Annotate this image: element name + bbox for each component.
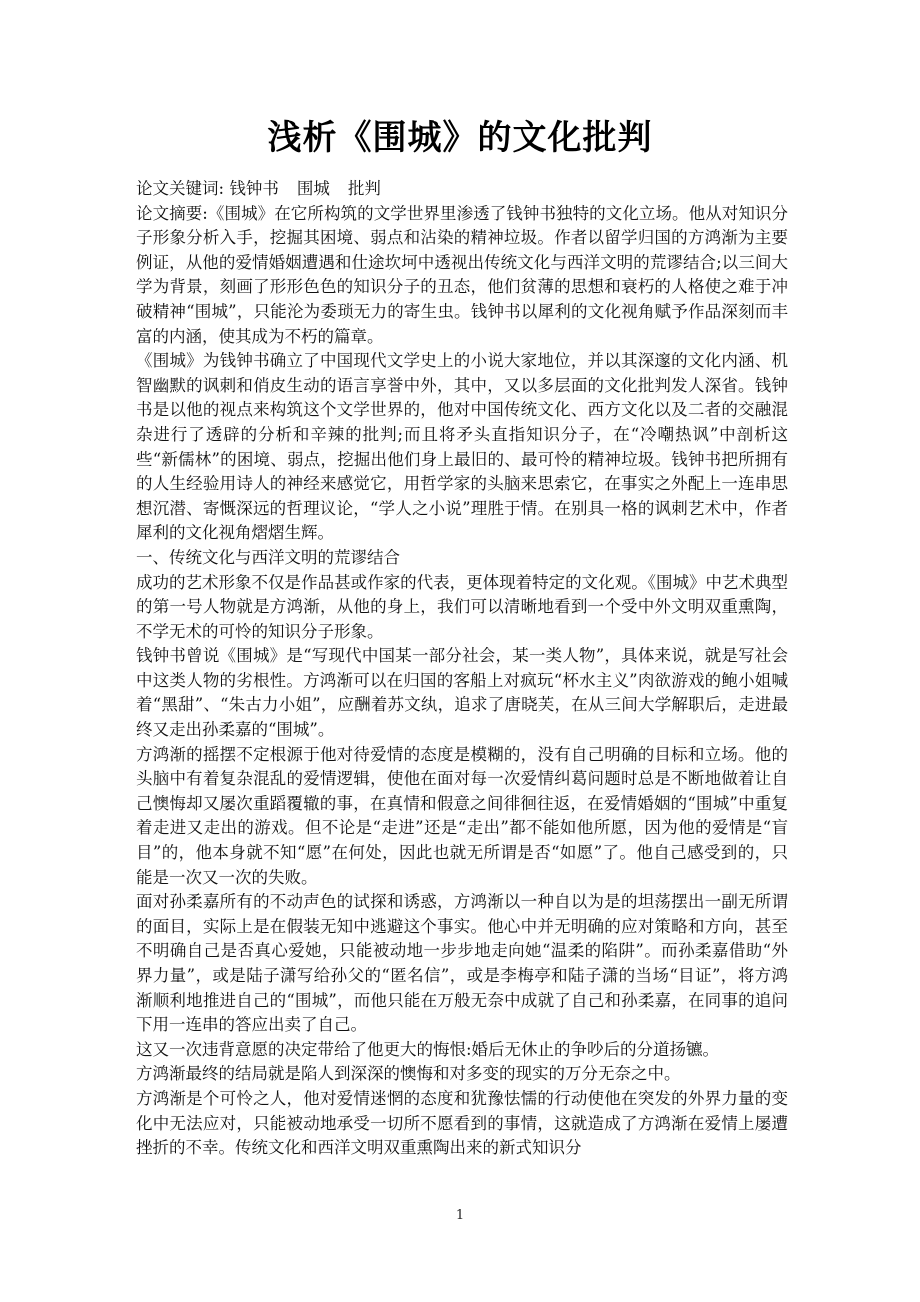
body-paragraph: 方鸿渐是个可怜之人，他对爱情迷惘的态度和犹豫怯懦的行动使他在突发的外界力量的变化中无法应对，只能被动地承受一切所不愿看到的事情，这就造成了方鸿渐在爱情上屡遭挫折的不幸。传统文化和西洋文明双重熏陶出来的新式知识分 [136, 1088, 788, 1158]
keyword: 钱钟书 [229, 179, 279, 198]
abstract-paragraph: 论文摘要:《围城》在它所构筑的文学世界里渗透了钱钟书独特的文化立场。他从对知识分子形象分析入手，挖掘其困境、弱点和沾染的精神垃圾。作者以留学归国的方鸿渐为主要例证，从他的爱情婚姻遭遇和仕途坎坷中透视出传统文化与西洋文明的荒谬结合;以三间大学为背景，刻画了形形色色的知识分子的丑态，他们贫薄的思想和衰朽的人格使之难于冲破精神“围城”，只能沦为委琐无力的寄生虫。钱钟书以犀利的文化视角赋予作品深刻而丰富的内涵，使其成为不朽的篇章。 [136, 203, 788, 346]
keywords-label: 论文关键词: [136, 179, 225, 198]
body-paragraph: 《围城》为钱钟书确立了中国现代文学史上的小说大家地位，并以其深邃的文化内涵、机智幽默的讽刺和俏皮生动的语言享誉中外，其中，又以多层面的文化批判发人深省。钱钟书是以他的视点来构筑这个文学世界的，他对中国传统文化、西方文化以及二者的交融混杂进行了透辟的分析和辛辣的批判;而且将矛头直指知识分子，在“冷嘲热讽”中剖析这些“新儒林”的困境、弱点，挖掘出他们身上最旧的、最可怜的精神垃圾。钱钟书把所拥有的人生经验用诗人的神经来感觉它，用哲学家的头脑来思索它，在事实之外配上一连串思想沉潜、寄慨深远的哲理议论，“学人之小说”理胜于情。在别具一格的讽刺艺术中，作者犀利的文化视角熠熠生辉。 [136, 351, 788, 543]
body-paragraph: 方鸿渐最终的结局就是陷人到深深的懊悔和对多变的现实的万分无奈之中。 [136, 1064, 681, 1084]
document-title: 浅析《围城》的文化批判 [267, 118, 653, 158]
body-paragraph: 方鸿渐的摇摆不定根源于他对待爱情的态度是模糊的，没有自己明确的目标和立场。他的头脑中有着复杂混乱的爱情逻辑，使他在面对每一次爱情纠葛问题时总是不断地做着让自己懊悔却又屡次重蹈覆辙的事，在真情和假意之间徘徊往返，在爱情婚姻的“围城”中重复着走进又走出的游戏。但不论是“走进”还是“走出”都不能如他所愿，因为他的爱情是“盲目”的，他本身就不知“愿”在何处，因此也就无所谓是否“如愿”了。他自己感受到的，只能是一次又一次的失败。 [136, 744, 788, 887]
section-heading: 一、传统文化与西洋文明的荒谬结合 [136, 547, 400, 567]
page-number: 1 [455, 1208, 465, 1223]
body-paragraph: 成功的艺术形象不仅是作品甚或作家的代表，更体现着特定的文化观。《围城》中艺术典型的第一号人物就是方鸿渐，从他的身上，我们可以清晰地看到一个受中外文明双重熏陶，不学无术的可怜的知识分子形象。 [136, 572, 788, 641]
keywords-line [136, 177, 788, 202]
body-paragraph: 面对孙柔嘉所有的不动声色的试探和诱惑，方鸿渐以一种自以为是的坦荡摆出一副无所谓的面目，实际上是在假装无知中逃避这个事实。他心中并无明确的应对策略和方向，甚至不明确自己是否真心爱她，只能被动地一步步地走向她“温柔的陷阱”。而孙柔嘉借助“外界力量”，或是陆子潇写给孙父的“匿名信”，或是李梅亭和陆子潇的当场“目证”，将方鸿渐顺利地推进自己的“围城”，而他只能在万般无奈中成就了自己和孙柔嘉，在同事的追问下用一连串的答应出卖了自己。 [136, 892, 788, 1035]
document-body [136, 177, 788, 1161]
keyword: 围城 [296, 179, 330, 198]
body-paragraph: 这又一次违背意愿的决定带给了他更大的悔恨:婚后无休止的争吵后的分道扬镳。 [136, 1039, 720, 1059]
keyword: 批判 [347, 179, 381, 198]
body-paragraph: 钱钟书曾说《围城》是“写现代中国某一部分社会，某一类人物”，具体来说，就是写社会中这类人物的劣根性。方鸿渐可以在归国的客船上对疯玩“杯水主义”肉欲游戏的鲍小姐喊着“黑甜”、“朱古力小姐”，应酬着苏文纨，追求了唐晓芙，在从三间大学解职后，走进最终又走出孙柔嘉的“围城”。 [136, 646, 788, 740]
